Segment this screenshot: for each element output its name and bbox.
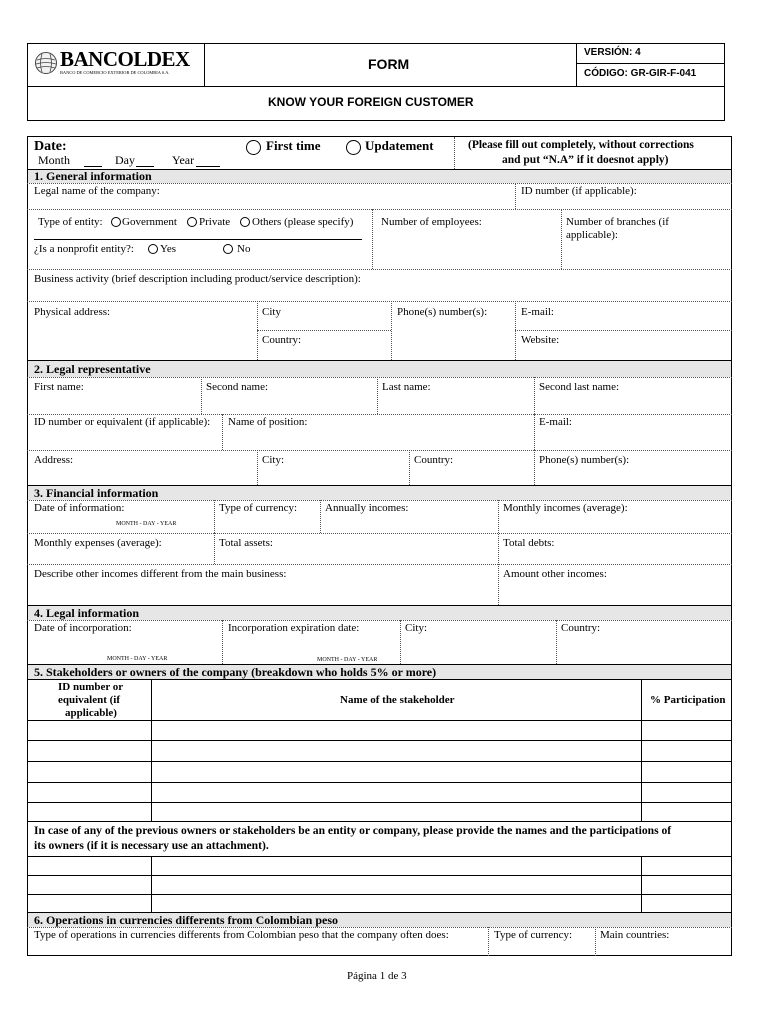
form-title: FORM (368, 56, 410, 72)
instruction-line-2: and put “N.A” if it doesnot apply) (502, 154, 669, 166)
rep-email-field[interactable]: E-mail: (539, 416, 572, 428)
rep-city-field[interactable]: City: (262, 454, 285, 466)
section-5-title: 5. Stakeholders or owners of the company (breakdown who holds 5% or more) (34, 665, 437, 679)
month-label: Month (38, 153, 71, 167)
type-entity-label: Type of entity: (38, 216, 103, 228)
owner-row[interactable] (28, 857, 731, 875)
legal-name-field[interactable]: Legal name of the company: (34, 185, 160, 197)
expiration-date-hint: MONTH - DAY - YEAR (317, 657, 378, 663)
rep-first-name-field[interactable]: First name: (34, 381, 84, 393)
monthly-incomes-field[interactable]: Monthly incomes (average): (503, 502, 628, 514)
private-radio[interactable] (187, 217, 197, 227)
operations-type-field[interactable]: Type of operations in currencies differents from Colombian peso that the company often does: (34, 929, 449, 941)
col-id-line-3: applicable) (65, 707, 117, 719)
document-title: KNOW YOUR FOREIGN CUSTOMER (268, 95, 474, 109)
col-name-header: Name of the stakeholder (340, 694, 455, 706)
amount-other-field[interactable]: Amount other incomes: (503, 568, 607, 580)
others-radio[interactable] (240, 217, 250, 227)
government-radio[interactable] (111, 217, 121, 227)
phones-field[interactable]: Phone(s) number(s): (397, 306, 488, 318)
owners-note-line-2: its owners (if it is necessary use an attachment). (34, 839, 269, 852)
owner-row[interactable] (28, 876, 731, 894)
expiration-date-field[interactable]: Incorporation expiration date: (228, 622, 360, 634)
city-field[interactable]: City (262, 306, 281, 318)
stakeholder-row[interactable] (28, 762, 731, 782)
currency-field[interactable]: Type of currency: (219, 502, 298, 514)
col-participation-header: % Participation (650, 694, 726, 706)
branches-line-1[interactable]: Number of branches (if (566, 216, 669, 228)
nonprofit-yes-radio[interactable] (148, 244, 158, 254)
rep-second-last-name-field[interactable]: Second last name: (539, 381, 620, 393)
nonprofit-no-radio[interactable] (223, 244, 233, 254)
updatement-radio[interactable] (346, 140, 361, 155)
nonprofit-label: ¿Is a nonprofit entity?: (34, 243, 134, 255)
owners-note-line-1: In case of any of the previous owners or stakeholders be an entity or company, please provide the names and the participations of (34, 824, 672, 837)
section-2-title: 2. Legal representative (34, 362, 151, 376)
col-id-line-1: ID number or (58, 681, 124, 693)
other-incomes-field[interactable]: Describe other incomes different from the main business: (34, 568, 287, 580)
date-info-field[interactable]: Date of information: (34, 502, 125, 514)
version-label: VERSIÓN: 4 (584, 47, 641, 58)
branches-line-2: applicable): (566, 229, 618, 241)
bancoldex-logo (34, 49, 199, 79)
business-activity-field[interactable]: Business activity (brief description including product/service description): (34, 273, 361, 285)
date-info-hint: MONTH - DAY - YEAR (116, 521, 177, 527)
rep-country-field[interactable]: Country: (414, 454, 454, 466)
incorporation-date-hint: MONTH - DAY - YEAR (107, 656, 168, 662)
section-1-title: 1. General information (34, 169, 152, 183)
date-label: Date: (34, 139, 67, 154)
legal-city-field[interactable]: City: (405, 622, 428, 634)
id-number-field[interactable]: ID number (if applicable): (521, 185, 637, 197)
first-time-label: First time (266, 138, 321, 153)
private-label: Private (199, 216, 231, 228)
day-label: Day (115, 153, 135, 167)
first-time-radio[interactable] (246, 140, 261, 155)
code-label: CÓDIGO: GR-GIR-F-041 (584, 68, 697, 79)
rep-id-field[interactable]: ID number or equivalent (if applicable): (34, 416, 211, 428)
globe-icon (34, 51, 58, 75)
stakeholder-row[interactable] (28, 783, 731, 802)
owner-row[interactable] (28, 895, 731, 912)
nonprofit-no-label: No (237, 243, 251, 255)
employees-field[interactable]: Number of employees: (381, 216, 482, 228)
legal-country-field[interactable]: Country: (561, 622, 601, 634)
total-debts-field[interactable]: Total debts: (503, 537, 555, 549)
physical-address-field[interactable]: Physical address: (34, 306, 111, 318)
section-4-title: 4. Legal information (34, 606, 139, 620)
page-number: Página 1 de 3 (347, 970, 407, 982)
website-field[interactable]: Website: (521, 334, 560, 346)
annual-incomes-field[interactable]: Annually incomes: (325, 502, 409, 514)
government-label: Government (122, 216, 177, 228)
rep-position-field[interactable]: Name of position: (228, 416, 308, 428)
col-id-line-2: equivalent (if (58, 694, 121, 706)
updatement-label: Updatement (365, 138, 434, 153)
rep-second-name-field[interactable]: Second name: (206, 381, 269, 393)
country-field[interactable]: Country: (262, 334, 302, 346)
year-label: Year (172, 153, 195, 167)
rep-address-field[interactable]: Address: (34, 454, 74, 466)
stakeholder-row[interactable] (28, 741, 731, 761)
section-3-title: 3. Financial information (34, 486, 159, 500)
operations-currency-field[interactable]: Type of currency: (494, 929, 573, 941)
others-label: Others (please specify) (252, 216, 354, 228)
rep-last-name-field[interactable]: Last name: (382, 381, 431, 393)
stakeholder-row[interactable] (28, 803, 731, 821)
total-assets-field[interactable]: Total assets: (219, 537, 273, 549)
stakeholder-row[interactable] (28, 721, 731, 740)
operations-countries-field[interactable]: Main countries: (600, 929, 670, 941)
incorporation-date-field[interactable]: Date of incorporation: (34, 622, 132, 634)
logo-subtext: BANCO DE COMERCIO EXTERIOR DE COLOMBIA S.A. (60, 70, 170, 75)
instruction-line-1: (Please fill out completely, without corrections (468, 139, 694, 151)
rep-phones-field[interactable]: Phone(s) number(s): (539, 454, 630, 466)
nonprofit-yes-label: Yes (160, 243, 177, 255)
section-6-title: 6. Operations in currencies differents from Colombian peso (34, 913, 338, 927)
monthly-expenses-field[interactable]: Monthly expenses (average): (34, 537, 162, 549)
logo-text: BANCOLDEX (60, 47, 190, 71)
email-field[interactable]: E-mail: (521, 306, 554, 318)
